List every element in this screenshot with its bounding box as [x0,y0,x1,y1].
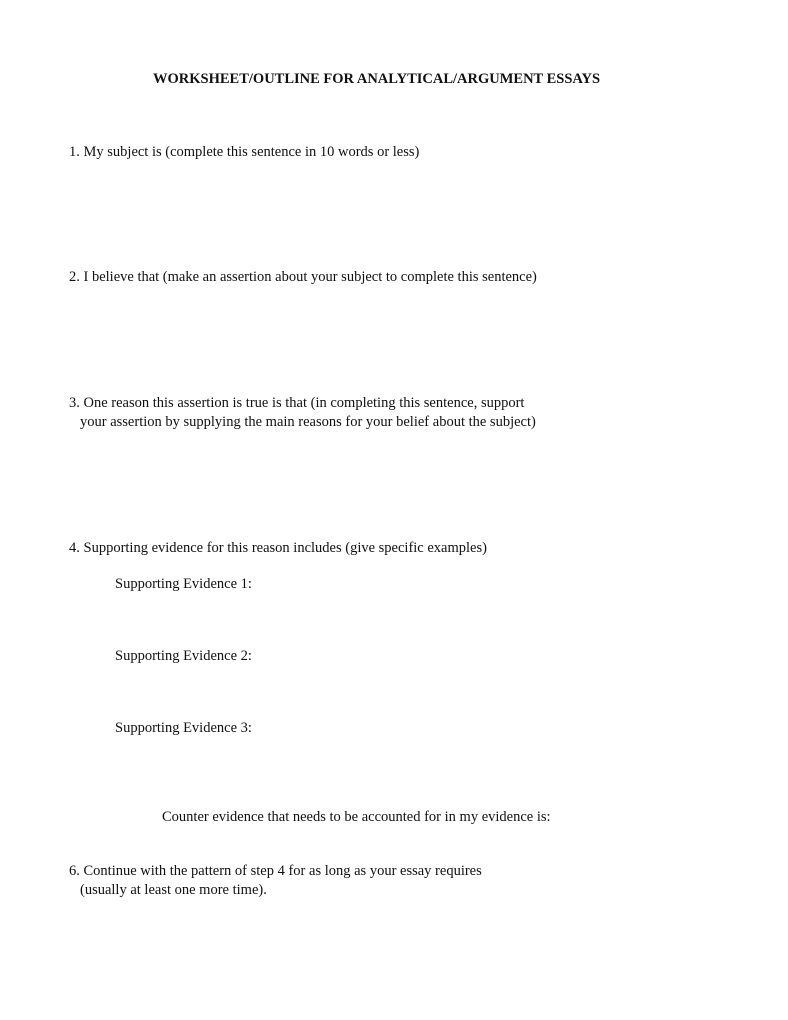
question-4: 4. Supporting evidence for this reason includes (give specific examples) [69,540,487,556]
question-3-line-1: 3. One reason this assertion is true is that (in completing this sentence, support [69,395,525,411]
question-6-line-2: (usually at least one more time). [80,882,267,898]
question-1: 1. My subject is (complete this sentence in 10 words or less) [69,144,420,160]
supporting-evidence-3: Supporting Evidence 3: [115,720,252,736]
question-2: 2. I believe that (make an assertion about your subject to complete this sentence) [69,269,537,285]
question-6-line-1: 6. Continue with the pattern of step 4 for as long as your essay requires [69,863,482,879]
question-3-line-2: your assertion by supplying the main reasons for your belief about the subject) [80,414,536,430]
supporting-evidence-2: Supporting Evidence 2: [115,648,252,664]
counter-evidence: Counter evidence that needs to be accounted for in my evidence is: [162,809,551,825]
page-title: WORKSHEET/OUTLINE FOR ANALYTICAL/ARGUMENT ESSAYS [153,71,601,87]
supporting-evidence-1: Supporting Evidence 1: [115,576,252,592]
